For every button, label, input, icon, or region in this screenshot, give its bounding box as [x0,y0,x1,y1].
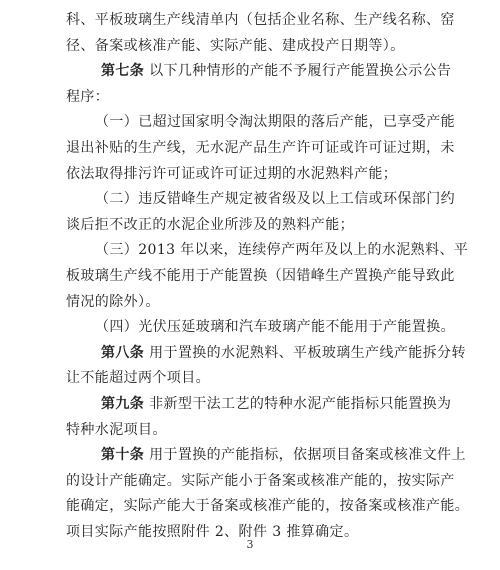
text-line: 能确定，实际产能大于备案或核准产能的，按备案或核准产能。 [66,498,470,514]
text-line: 的设计产能确定。实际产能小于备案或核准产能的，按实际产 [66,473,455,489]
text-line: 让不能超过两个项目。 [66,370,210,386]
article-label: 第九条 [101,396,145,412]
text-line: （一）已超过国家明令淘汰期限的落后产能，已享受产能 [95,114,455,130]
text-line: 退出补贴的生产线，无水泥产品生产许可证或许可证过期，未 [66,140,455,156]
text-line: 程序： [66,89,110,105]
article-label: 第八条 [101,345,145,361]
article-9-line [101,394,451,414]
article-7-line [101,61,451,81]
page-number: 3 [246,538,254,551]
text-line: （四）光伏压延玻璃和汽车玻璃产能不能用于产能置换。 [95,319,455,335]
text-line: 项目实际产能按照附件 2、附件 3 推算确定。 [66,524,359,540]
text-line: 情况的除外）。 [66,294,160,310]
article-text: 用于置换的产能指标，依据项目备案或核准文件上 [149,447,466,463]
text-line: 谈后拒不改正的水泥企业所涉及的熟料产能； [66,217,354,233]
text-line: （三）2013 年以来，连续停产两年及以上的水泥熟料、平 [95,242,469,258]
text-line: 科、平板玻璃生产线清单内（包括企业名称、生产线名称、窑 [66,12,455,28]
text-line: 板玻璃生产线不能用于产能置换（因错峰生产置换产能导致此 [66,268,455,284]
article-8-line [101,343,466,363]
text-line: 依法取得排污许可证或许可证过期的水泥熟料产能； [66,166,398,182]
text-line: （二）违反错峰生产规定被省级及以上工信或环保部门约 [95,191,455,207]
article-10-line [101,445,466,465]
text-line: 特种水泥项目。 [66,422,167,438]
text-line: 径、备案或核准产能、实际产能、建成投产日期等）。 [66,38,405,54]
article-label: 第七条 [101,63,145,79]
article-text: 非新型干法工艺的特种水泥产能指标只能置换为 [149,396,452,412]
article-label: 第十条 [101,447,145,463]
article-text: 以下几种情形的产能不予履行产能置换公示公告 [149,63,452,79]
article-text: 用于置换的水泥熟料、平板玻璃生产线产能拆分转 [149,345,466,361]
